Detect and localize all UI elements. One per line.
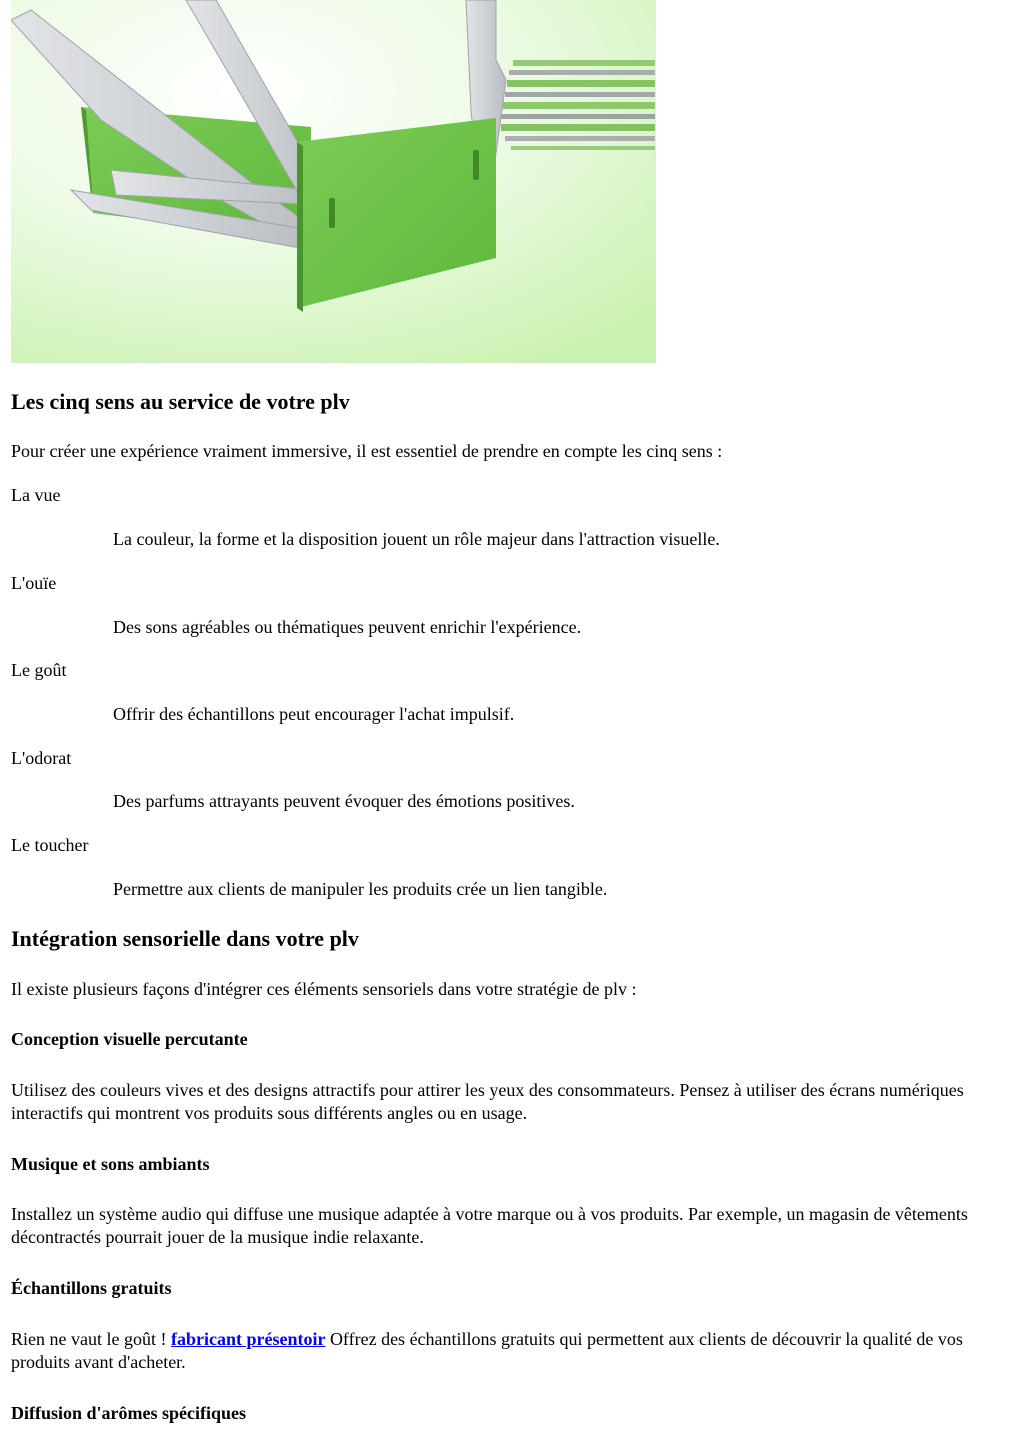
subsection-title: Conception visuelle percutante [11,1029,248,1049]
subsection-title: Échantillons gratuits [11,1278,172,1298]
sense-description: Des parfums attrayants peuvent évoquer des émotions positives. [113,791,575,811]
subsection-text: Utilisez des couleurs vives et des designs attractifs pour attirer les yeux des consommateurs. Pensez à utiliser des écrans numériques interactifs qui montrent vos produits sous différents angles ou en usage. [11,1080,964,1123]
section-intro: Pour créer une expérience vraiment immersive, il est essentiel de prendre en compte les cinq sens : [11,441,723,461]
sense-description: Offrir des échantillons peut encourager l'achat impulsif. [113,704,515,724]
text-after-link: Offrez des échantillons gratuits qui permettent aux clients de découvrir la qualité de vos produits avant d'acheter. [11,1329,963,1372]
sense-description: Permettre aux clients de manipuler les produits crée un lien tangible. [113,879,608,899]
subsection-title: Musique et sons ambiants [11,1154,210,1174]
text-before-link: Rien ne vaut le goût ! [11,1329,171,1349]
sense-term: L'ouïe [11,573,57,593]
sense-term: L'odorat [11,748,72,768]
subsection-title: Diffusion d'arômes spécifiques [11,1403,247,1423]
section-title-five-senses: Les cinq sens au service de votre plv [11,389,350,414]
subsection-text [11,1328,1013,1374]
sense-term: Le goût [11,660,67,680]
sense-term: La vue [11,485,61,505]
sense-term: Le toucher [11,835,89,855]
subsection-text: Installez un système audio qui diffuse une musique adaptée à votre marque ou à vos produits. Par exemple, un magasin de vêtements décontractés pourrait jouer de la musique indie relaxante. [11,1204,968,1247]
fabricant-presentoir-link[interactable]: fabricant présentoir [170,1329,326,1349]
section-intro: Il existe plusieurs façons d'intégrer ces éléments sensoriels dans votre stratégie de plv : [11,979,637,999]
article [11,0,1013,1423]
section-title-integration: Intégration sensorielle dans votre plv [11,926,359,951]
sense-description: La couleur, la forme et la disposition jouent un rôle majeur dans l'attraction visuelle. [113,529,720,549]
sense-description: Des sons agréables ou thématiques peuvent enrichir l'expérience. [113,617,582,637]
stacked-panels [501,60,655,150]
hero-image [11,0,656,363]
